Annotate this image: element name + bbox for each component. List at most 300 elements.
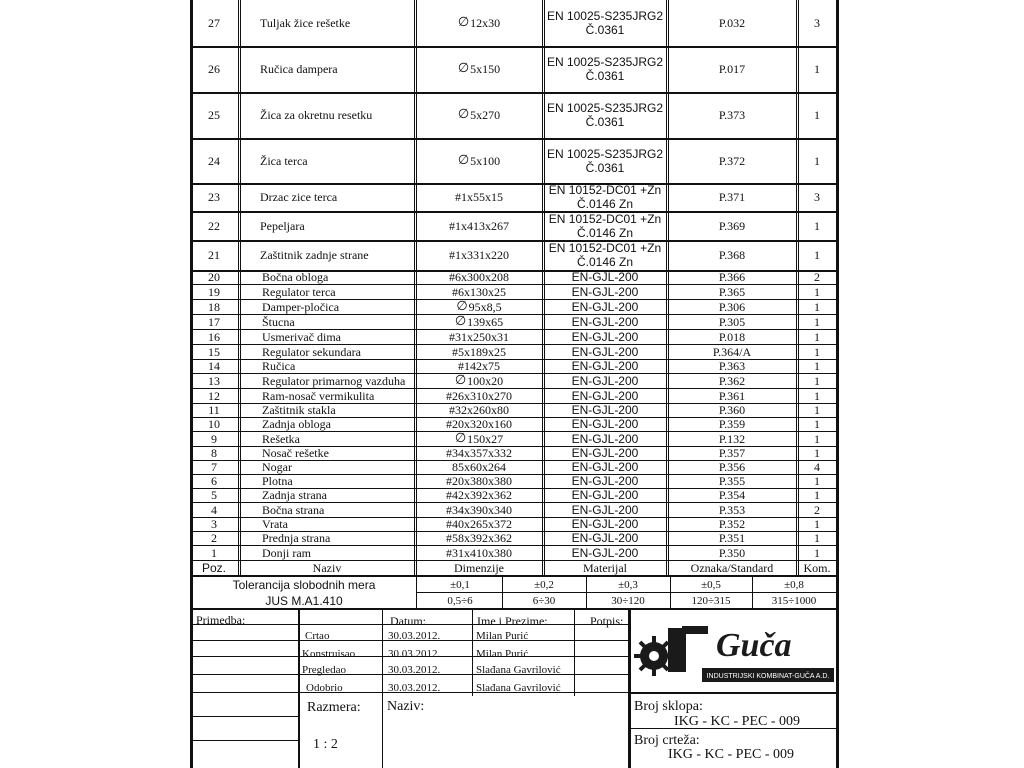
cell-naziv: Damper-pločica	[262, 299, 340, 314]
cell-oznaka: P.018	[718, 329, 746, 344]
cell-dimenzije	[416, 388, 542, 403]
cell-materijal: EN-GJL-200	[571, 517, 639, 531]
cell-materijal	[544, 0, 666, 46]
material-line: Č.0146 Zn	[576, 225, 634, 240]
grid-line	[190, 545, 836, 546]
cell-naziv: Vrata	[262, 517, 288, 531]
cell-poz: 12	[208, 388, 220, 403]
cell-oznaka: P.356	[718, 460, 746, 474]
cell-kom: 2	[814, 502, 820, 517]
grid-line	[382, 608, 383, 768]
dimension-value: #31x410x380	[446, 545, 512, 560]
grid-line	[190, 560, 836, 561]
header-kom: Kom.	[803, 561, 831, 575]
cell-naziv: Regulator terca	[262, 284, 336, 299]
grid-line	[416, 592, 836, 593]
cell-kom: 1	[814, 517, 820, 531]
grid-line	[670, 575, 671, 608]
grid-line	[190, 403, 836, 404]
dimension-value: #42x392x362	[446, 488, 512, 502]
cell-kom: 1	[814, 373, 820, 388]
cell-materijal	[544, 46, 666, 92]
cell-dimenzije	[416, 474, 542, 488]
cell-dimenzije	[416, 92, 542, 138]
cell-naziv: Žica terca	[260, 153, 308, 168]
datum-label: Datum:	[390, 614, 426, 628]
cell-naziv: Ručica dampera	[260, 62, 338, 76]
cell-oznaka: P.366	[718, 270, 746, 284]
cell-materijal	[544, 211, 666, 240]
cell-oznaka: P.361	[718, 388, 746, 403]
cell-poz: 26	[208, 62, 220, 76]
cell-dimenzije	[416, 211, 542, 240]
cell-poz: 4	[211, 502, 217, 517]
cell-poz: 20	[208, 270, 220, 284]
cell-poz: 9	[211, 431, 217, 446]
cell-dimenzije	[416, 299, 542, 314]
grid-line	[190, 740, 300, 741]
signoff-name: Milan Purić	[476, 648, 529, 660]
cell-dimenzije	[416, 460, 542, 474]
cell-kom: 1	[814, 329, 820, 344]
cell-naziv: Zadnja strana	[262, 488, 327, 502]
cell-dimenzije	[416, 531, 542, 545]
grid-line	[190, 608, 836, 610]
tolerance-value: ±0,8	[784, 579, 804, 591]
cell-kom: 3	[814, 16, 820, 30]
ime-label: Ime i Prezime:	[477, 614, 548, 628]
cell-naziv: Zaštitnik stakla	[262, 403, 336, 417]
cell-materijal: EN-GJL-200	[571, 359, 639, 373]
cell-kom: 1	[814, 359, 820, 373]
cell-oznaka: P.364/A	[712, 344, 752, 359]
dimension-value: 95x8,5	[468, 299, 502, 314]
grid-line	[190, 240, 836, 242]
grid-line	[752, 575, 753, 608]
diameter-icon: ∅	[457, 107, 470, 122]
material-line: EN 10025-S235JRG2	[546, 146, 664, 161]
cell-naziv: Plotna	[262, 474, 293, 488]
signoff-role: Konstruisao	[302, 648, 356, 660]
cell-oznaka: P.362	[718, 373, 746, 388]
cell-oznaka: P.363	[718, 359, 746, 373]
grid-line	[190, 0, 193, 768]
grid-line	[416, 0, 417, 575]
grid-line	[416, 575, 417, 608]
tolerance-value: ±0,3	[618, 579, 638, 591]
cell-kom: 1	[814, 431, 820, 446]
cell-materijal: EN-GJL-200	[571, 531, 639, 545]
grid-line	[190, 575, 836, 577]
dimension-value: 150x27	[467, 431, 504, 446]
grid-line	[502, 575, 503, 608]
grid-line	[190, 284, 836, 285]
header-oznaka: Oznaka/Standard	[690, 561, 774, 575]
dimension-value: #40x265x372	[446, 517, 512, 531]
diameter-icon: ∅	[456, 298, 468, 314]
grid-line	[630, 728, 836, 729]
broj-crteza-label: Broj crteža:	[634, 733, 700, 748]
cell-naziv: Nosač rešetke	[262, 446, 329, 460]
tolerance-label: Tolerancija slobodnih mera	[232, 578, 376, 592]
cell-naziv: Drzac zice terca	[260, 190, 338, 204]
cell-materijal: EN-GJL-200	[571, 488, 639, 502]
cell-dimenzije	[416, 403, 542, 417]
dimension-value: #1x55x15	[455, 190, 503, 204]
cell-oznaka: P.306	[718, 299, 746, 314]
cell-dimenzije	[416, 488, 542, 502]
cell-poz: 13	[208, 373, 220, 388]
dimension-value: #1x331x220	[449, 248, 509, 262]
cell-oznaka: P.368	[718, 248, 746, 262]
material-line: EN 10152-DC01 +Zn	[548, 241, 662, 255]
grid-line	[472, 608, 473, 696]
cell-oznaka: P.359	[718, 417, 746, 431]
cell-kom: 4	[814, 460, 820, 474]
tolerance-range: 6÷30	[532, 595, 556, 607]
cell-dimenzije	[416, 329, 542, 344]
grid-line	[630, 692, 836, 694]
cell-oznaka: P.354	[718, 488, 746, 502]
signoff-name: Slađana Gavrilović	[476, 682, 561, 694]
diameter-icon: ∅	[454, 430, 467, 446]
cell-oznaka: P.369	[718, 218, 746, 233]
cell-materijal: EN-GJL-200	[571, 417, 639, 431]
cell-dimenzije	[416, 314, 542, 329]
cell-dimenzije	[416, 502, 542, 517]
cell-naziv: Tuljak žice rešetke	[260, 16, 351, 30]
cell-naziv: Usmerivač dima	[262, 329, 341, 344]
dimension-value: 12x30	[470, 16, 501, 30]
grid-line	[190, 502, 836, 503]
cell-oznaka: P.372	[718, 153, 746, 168]
cell-dimenzije	[416, 0, 542, 46]
material-line: Č.0361	[585, 23, 625, 37]
cell-poz: 8	[211, 446, 217, 460]
cell-naziv: Regulator primarnog vazduha	[262, 373, 406, 388]
cell-naziv: Ručica	[262, 359, 296, 373]
cell-kom: 1	[814, 417, 820, 431]
cell-dimenzije	[416, 284, 542, 299]
cell-poz: 15	[208, 344, 220, 359]
dimension-value: #32x260x80	[449, 403, 509, 417]
cell-materijal: EN-GJL-200	[571, 299, 639, 314]
cell-kom: 1	[814, 314, 820, 329]
grid-line	[190, 373, 836, 374]
grid-line	[240, 0, 241, 575]
grid-line	[190, 446, 836, 447]
cell-poz: 21	[208, 248, 220, 262]
dimension-value: 5x150	[470, 62, 501, 76]
cell-naziv: Zadnja obloga	[262, 417, 331, 431]
grid-line	[190, 474, 836, 475]
cell-kom: 2	[814, 270, 820, 284]
signoff-role: Crtao	[305, 630, 330, 642]
cell-poz: 24	[208, 153, 220, 168]
tolerance-value: ±0,5	[701, 579, 721, 591]
grid-line	[544, 0, 545, 575]
cell-kom: 3	[814, 190, 820, 204]
cell-dimenzije	[416, 517, 542, 531]
grid-line	[190, 388, 836, 389]
grid-line	[666, 0, 667, 575]
cell-materijal	[544, 138, 666, 183]
cell-poz: 18	[208, 299, 220, 314]
cell-poz: 14	[208, 359, 220, 373]
grid-line	[190, 517, 836, 518]
grid-line	[190, 460, 836, 461]
grid-line	[668, 0, 669, 575]
grid-line	[586, 575, 587, 608]
cell-kom: 1	[814, 284, 820, 299]
cell-naziv: Donji ram	[262, 545, 311, 560]
cell-oznaka: P.032	[718, 16, 746, 30]
cell-naziv: Štucna	[262, 314, 295, 329]
cell-poz: 22	[208, 218, 220, 233]
dimension-value: 85x60x264	[452, 460, 506, 474]
broj-sklopa-label: Broj sklopa:	[634, 699, 703, 714]
broj-sklopa-value: IKG - KC - PEC - 009	[674, 714, 800, 729]
cell-naziv: Nogar	[262, 460, 292, 474]
material-line: EN 10152-DC01 +Zn	[548, 183, 662, 197]
tolerance-standard: JUS M.A1.410	[265, 594, 343, 608]
cell-poz: 23	[208, 190, 220, 204]
cell-naziv: Ram-nosač vermikulita	[262, 388, 375, 403]
grid-line	[190, 488, 836, 489]
signoff-name: Milan Purić	[476, 630, 529, 642]
cell-oznaka: P.365	[718, 284, 746, 299]
dimension-value: 139x65	[467, 314, 504, 329]
cell-poz: 27	[208, 16, 220, 30]
cell-oznaka: P.371	[718, 190, 746, 204]
primedba-label: Primedba:	[196, 613, 246, 627]
header-dimenzije: Dimenzije	[454, 561, 504, 575]
cell-kom: 1	[814, 299, 820, 314]
cell-kom: 1	[814, 62, 820, 76]
cell-oznaka: P.357	[718, 446, 746, 460]
grid-line	[238, 0, 239, 575]
cell-materijal: EN-GJL-200	[571, 431, 639, 446]
cell-kom: 1	[814, 248, 820, 262]
cell-dimenzije	[416, 431, 542, 446]
cell-poz: 6	[211, 474, 217, 488]
cell-poz: 5	[211, 488, 217, 502]
cell-oznaka: P.353	[718, 502, 746, 517]
grid-line	[190, 674, 630, 675]
cell-naziv: Rešetka	[262, 431, 300, 446]
razmera-value: 1 : 2	[313, 737, 338, 752]
cell-materijal: EN-GJL-200	[571, 446, 639, 460]
potpis-label: Potpis:	[590, 614, 624, 628]
cell-oznaka: P.017	[718, 62, 746, 76]
cell-poz: 7	[211, 460, 217, 474]
cell-materijal: EN-GJL-200	[571, 545, 639, 560]
cell-poz: 3	[211, 517, 217, 531]
grid-line	[190, 46, 836, 48]
signoff-date: 30.03.2012.	[388, 682, 441, 694]
cell-kom: 1	[814, 488, 820, 502]
diameter-icon: ∅	[457, 15, 470, 30]
grid-line	[190, 716, 300, 717]
signoff-role: Odobrio	[306, 682, 343, 694]
grid-line	[190, 270, 836, 272]
logo-tagline: INDUSTRIJSKI KOMBINAT-GUČA A.D.	[706, 673, 830, 680]
grid-line	[190, 531, 836, 532]
grid-line	[190, 431, 836, 432]
cell-oznaka: P.350	[718, 545, 746, 560]
cell-oznaka: P.132	[718, 431, 746, 446]
grid-line	[190, 344, 836, 345]
material-line: Č.0361	[585, 160, 625, 175]
cell-dimenzije	[416, 417, 542, 431]
dimension-value: 5x270	[470, 108, 501, 122]
cell-kom: 1	[814, 531, 820, 545]
diameter-icon: ∅	[454, 313, 467, 329]
tolerance-range: 30÷120	[611, 595, 645, 607]
cell-materijal: EN-GJL-200	[571, 474, 639, 488]
cell-kom: 1	[814, 446, 820, 460]
material-line: Č.0361	[585, 115, 625, 129]
cell-poz: 25	[208, 108, 220, 122]
cell-materijal	[544, 92, 666, 138]
material-line: Č.0361	[585, 69, 625, 83]
diameter-icon: ∅	[454, 372, 467, 388]
cell-materijal: EN-GJL-200	[571, 284, 639, 299]
signoff-date: 30.03.2012.	[388, 630, 441, 642]
grid-line	[190, 211, 836, 213]
cell-oznaka: P.360	[718, 403, 746, 417]
grid-line	[796, 0, 797, 575]
gear-hammer-logo-icon	[632, 616, 836, 692]
cell-kom: 1	[814, 545, 820, 560]
cell-kom: 1	[814, 344, 820, 359]
logo-wordmark: Guča	[716, 627, 792, 664]
cell-materijal: EN-GJL-200	[571, 329, 639, 344]
cell-naziv: Žica za okretnu resetku	[260, 108, 373, 122]
cell-oznaka: P.373	[718, 108, 746, 122]
dimension-value: #34x390x340	[446, 502, 512, 517]
cell-poz: 10	[208, 417, 220, 431]
cell-materijal: EN-GJL-200	[571, 502, 639, 517]
dimension-value: #6x130x25	[452, 284, 506, 299]
cell-materijal: EN-GJL-200	[571, 403, 639, 417]
cell-poz: 16	[208, 329, 220, 344]
cell-poz: 11	[208, 403, 220, 417]
cell-kom: 1	[814, 474, 820, 488]
cell-kom: 1	[814, 403, 820, 417]
tolerance-range: 120÷315	[691, 595, 731, 607]
cell-dimenzije	[416, 183, 542, 211]
cell-dimenzije	[416, 446, 542, 460]
razmera-label: Razmera:	[307, 700, 361, 715]
dimension-value: #34x357x332	[446, 446, 512, 460]
cell-naziv: Zaštitnik zadnje strane	[260, 248, 369, 262]
cell-materijal: EN-GJL-200	[571, 344, 639, 359]
dimension-value: #1x413x267	[449, 218, 509, 233]
tolerance-value: ±0,1	[450, 579, 470, 591]
cell-poz: 2	[211, 531, 217, 545]
material-line: EN 10025-S235JRG2	[546, 55, 664, 69]
grid-line	[190, 624, 630, 625]
dimension-value: #20x320x160	[446, 417, 512, 431]
signoff-role: Pregledao	[302, 664, 346, 676]
material-line: Č.0146 Zn	[576, 197, 634, 211]
grid-line	[190, 314, 836, 315]
grid-line	[190, 656, 630, 657]
dimension-value: #20x380x380	[446, 474, 512, 488]
grid-line	[190, 138, 836, 140]
cell-materijal: EN-GJL-200	[571, 460, 639, 474]
cell-naziv: Bočna strana	[262, 502, 325, 517]
cell-materijal	[544, 183, 666, 211]
cell-oznaka: P.351	[718, 531, 746, 545]
cell-poz: 19	[208, 284, 220, 299]
grid-line	[190, 359, 836, 360]
tolerance-range: 0,5÷6	[447, 595, 473, 607]
signoff-name: Slađana Gavrilović	[476, 664, 561, 676]
cell-kom: 1	[814, 108, 820, 122]
grid-line	[298, 608, 300, 768]
company-logo	[632, 616, 836, 692]
cell-dimenzije	[416, 373, 542, 388]
cell-poz: 17	[208, 314, 220, 329]
tolerance-value: ±0,2	[534, 579, 554, 591]
grid-line	[542, 0, 543, 575]
header-materijal: Materijal	[583, 561, 627, 575]
dimension-value: 100x20	[467, 373, 504, 388]
material-line: EN 10152-DC01 +Zn	[548, 211, 662, 226]
grid-line	[190, 329, 836, 330]
header-naziv: Naziv	[312, 561, 342, 575]
header-poz: Poz.	[201, 561, 226, 575]
cell-materijal: EN-GJL-200	[571, 270, 639, 284]
material-line: Č.0146 Zn	[576, 255, 634, 269]
signoff-date: 30.03.2012.	[388, 664, 441, 676]
cell-materijal	[544, 240, 666, 270]
grid-line	[190, 417, 836, 418]
grid-line	[190, 183, 836, 185]
cell-kom: 1	[814, 218, 820, 233]
cell-dimenzije	[416, 270, 542, 284]
cell-naziv: Prednja strana	[262, 531, 331, 545]
grid-line	[190, 640, 630, 641]
cell-kom: 1	[814, 388, 820, 403]
dimension-value: #5x189x25	[452, 344, 506, 359]
cell-naziv: Regulator sekundara	[262, 344, 361, 359]
naziv-label: Naziv:	[387, 699, 425, 714]
cell-materijal: EN-GJL-200	[571, 373, 639, 388]
grid-line	[190, 692, 630, 693]
cell-materijal: EN-GJL-200	[571, 388, 639, 403]
cell-dimenzije	[416, 359, 542, 373]
dimension-value: #142x75	[458, 359, 500, 373]
dimension-value: #26x310x270	[446, 388, 512, 403]
grid-line	[798, 0, 799, 575]
cell-materijal: EN-GJL-200	[571, 314, 639, 329]
material-line: EN 10025-S235JRG2	[546, 101, 664, 115]
dimension-value: #6x300x208	[449, 270, 509, 284]
grid-line	[836, 0, 839, 768]
grid-line	[190, 299, 836, 300]
grid-line	[628, 608, 631, 768]
grid-line	[414, 0, 415, 575]
grid-line	[574, 608, 575, 696]
dimension-value: #31x250x31	[449, 329, 509, 344]
cell-dimenzije	[416, 240, 542, 270]
cell-dimenzije	[416, 545, 542, 560]
cell-dimenzije	[416, 138, 542, 183]
signoff-date: 30.03.2012.	[388, 648, 441, 660]
